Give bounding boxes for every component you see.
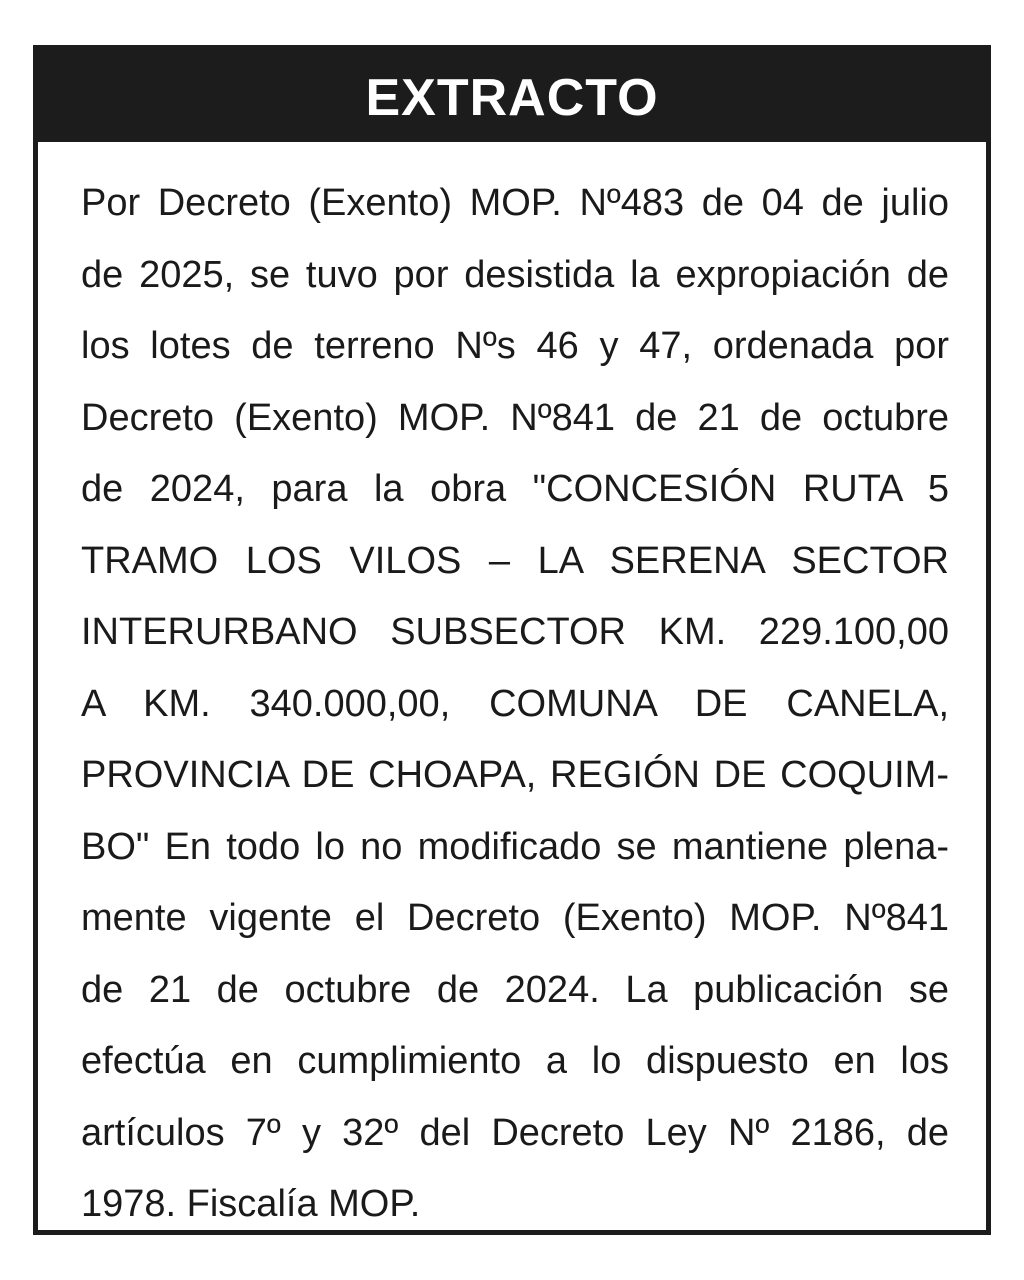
- notice-line: BO" En todo lo no modificado se mantiene plena-: [81, 825, 949, 868]
- notice-line: 1978. Fiscalía MOP.: [81, 1183, 421, 1225]
- notice-line: artículos 7º y 32º del Decreto Ley Nº 2186, de: [81, 1111, 949, 1154]
- notice-box: [33, 45, 991, 1235]
- notice-line: los lotes de terreno Nºs 46 y 47, ordenada por: [81, 325, 949, 367]
- notice-body: [81, 168, 949, 1241]
- notice-line: PROVINCIA DE CHOAPA, REGIÓN DE COQUIM-: [81, 754, 949, 796]
- notice-line: de 21 de octubre de 2024. La publicación se: [81, 968, 949, 1011]
- notice-line: Decreto (Exento) MOP. Nº841 de 21 de octubre: [81, 396, 949, 439]
- notice-header: [38, 50, 986, 142]
- notice-line: de 2024, para la obra "CONCESIÓN RUTA 5: [81, 468, 949, 510]
- notice-line: Por Decreto (Exento) MOP. Nº483 de 04 de julio: [81, 182, 949, 224]
- notice-line: de 2025, se tuvo por desistida la expropiación de: [81, 253, 949, 296]
- notice-line: efectúa en cumplimiento a lo dispuesto en los: [81, 1040, 949, 1082]
- notice-title: EXTRACTO: [365, 69, 659, 127]
- notice-line: A KM. 340.000,00, COMUNA DE CANELA,: [81, 682, 949, 725]
- notice-line: mente vigente el Decreto (Exento) MOP. Nº841: [81, 897, 949, 939]
- notice-line: INTERURBANO SUBSECTOR KM. 229.100,00: [81, 611, 949, 653]
- notice-line: TRAMO LOS VILOS – LA SERENA SECTOR: [81, 539, 949, 582]
